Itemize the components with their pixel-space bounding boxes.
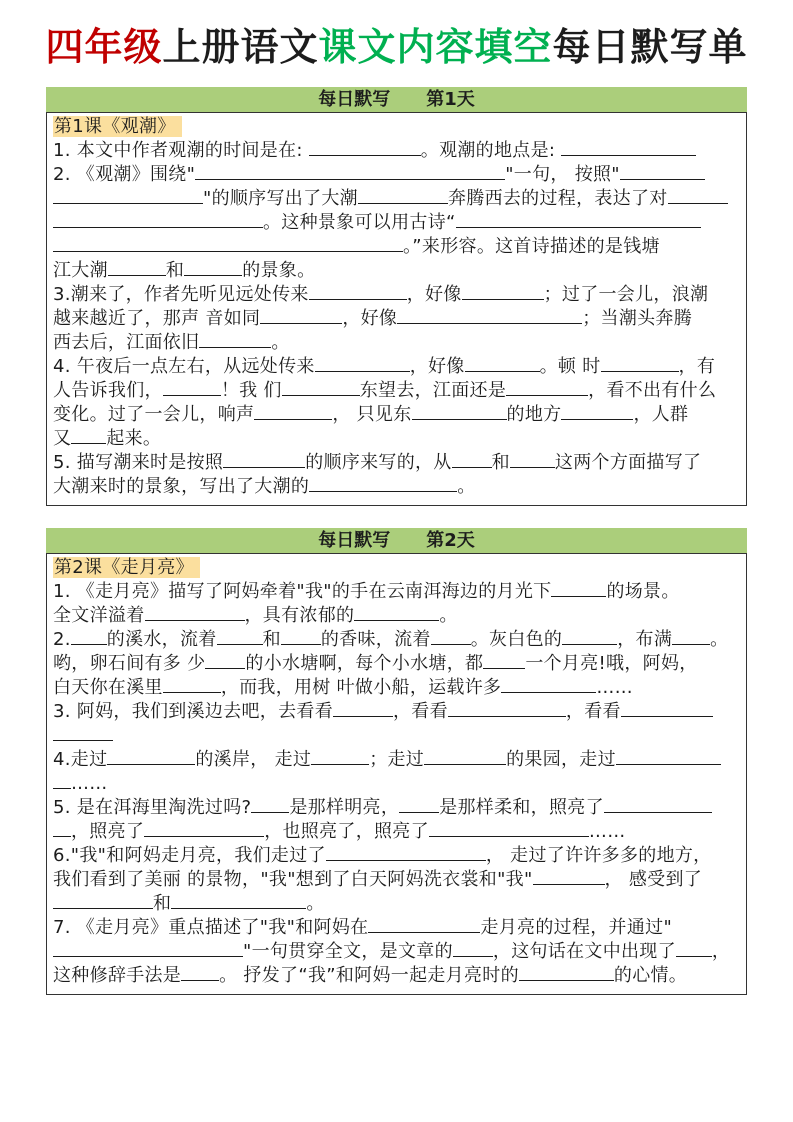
- question-text: 。顿 时: [539, 355, 601, 377]
- question-text: 西去后，江面依旧: [53, 331, 200, 353]
- question-text: 又: [53, 427, 72, 449]
- blank-field: [452, 451, 492, 468]
- blank-field: [53, 187, 203, 204]
- question-text: 的香味，流着: [320, 628, 431, 650]
- page-title-segment: 每日默写单: [552, 25, 748, 69]
- question-text: 是那样明亮，: [289, 796, 400, 818]
- blank-field: [163, 379, 221, 396]
- blank-field: [171, 892, 306, 909]
- question-text: 的地方: [506, 403, 562, 425]
- question-text: 是那样柔和，照亮了: [439, 796, 604, 818]
- blank-field: [676, 940, 712, 957]
- question-text: 的景象。: [242, 259, 316, 281]
- blank-field: [281, 628, 321, 645]
- blank-field: [448, 700, 566, 717]
- blank-field: [601, 355, 679, 372]
- question-text: 2.: [53, 628, 71, 650]
- question-text: 和: [153, 892, 172, 914]
- blank-field: [456, 211, 701, 228]
- blank-field: [184, 259, 242, 276]
- blank-field: [429, 820, 589, 837]
- blank-field: [397, 307, 582, 324]
- blank-field: [53, 892, 153, 909]
- question-text: ，好像: [342, 307, 398, 329]
- blank-field: [71, 628, 107, 645]
- question-text: 5. 是在洱海里淘洗过吗?: [53, 796, 252, 818]
- question-text: 越来越近了，那声 音如同: [53, 307, 261, 329]
- question-text: 哟，卵石间有多 少: [53, 652, 206, 674]
- question-line: [53, 844, 740, 868]
- question-text: 我们看到了美丽 的景物，"我"想到了白天阿妈洗衣裳和"我": [53, 868, 533, 890]
- blank-field: [672, 628, 710, 645]
- question-text: 。: [439, 604, 458, 626]
- question-line: [53, 700, 740, 724]
- page-title-segment: 上册语文: [162, 25, 319, 69]
- question-line: [53, 868, 740, 892]
- question-text: 江大潮: [53, 259, 108, 281]
- question-line: [53, 307, 740, 331]
- page-title-segment: 四年级: [45, 25, 163, 69]
- question-line: [53, 748, 740, 772]
- question-text: 和: [165, 259, 185, 281]
- blank-field: [431, 628, 471, 645]
- blank-field: [462, 283, 544, 300]
- question-line: [53, 211, 740, 235]
- question-text: 一个月亮!哦，阿妈，: [525, 652, 698, 674]
- question-text: 4. 午夜后一点左右，从远处传来: [53, 355, 315, 377]
- blank-field: [562, 628, 617, 645]
- worksheet-sections: [46, 87, 747, 995]
- question-line: [53, 355, 740, 379]
- blank-field: [53, 724, 113, 741]
- blank-field: [519, 964, 614, 981]
- question-text: ，: [711, 940, 731, 962]
- question-text: 东望去，江面还是: [359, 379, 507, 401]
- blank-field: [368, 916, 480, 933]
- question-text: "一句， 按照": [505, 163, 620, 185]
- question-line: [53, 403, 740, 427]
- question-text: ， 只见东: [332, 403, 412, 425]
- question-text: ……: [596, 676, 633, 698]
- question-text: ；过了一会儿，浪潮: [543, 283, 709, 305]
- blank-field: [311, 748, 369, 765]
- blank-field: [333, 700, 393, 717]
- blank-field: [217, 628, 263, 645]
- question-line: [53, 331, 740, 355]
- blank-field: [604, 796, 712, 813]
- question-line: [53, 916, 740, 940]
- question-text: ，具有浓郁的: [244, 604, 355, 626]
- question-text: ；当潮头奔腾: [582, 307, 693, 329]
- blank-field: [315, 355, 410, 372]
- lesson-title: 第1课《观潮》: [53, 116, 182, 137]
- question-text: ， 感受到了: [604, 868, 703, 890]
- question-text: 的顺序来写的，从: [305, 451, 452, 473]
- blank-field: [620, 163, 705, 180]
- question-line: [53, 475, 740, 499]
- day-header-bar: [46, 87, 747, 112]
- blank-field: [254, 403, 332, 420]
- question-text: ，人群: [633, 403, 689, 425]
- question-text: 走月亮的过程，并通过": [480, 916, 673, 938]
- question-text: 。观潮的地点是:: [420, 139, 562, 161]
- day-section: [46, 87, 747, 506]
- blank-field: [309, 475, 457, 492]
- question-text: ，有: [678, 355, 716, 377]
- blank-field: [533, 868, 605, 885]
- question-text: 和: [491, 451, 510, 473]
- question-box: [46, 112, 747, 506]
- question-text: "的顺序写出了大潮: [203, 187, 358, 209]
- question-text: 的心情。: [613, 964, 688, 986]
- blank-field: [501, 676, 596, 693]
- blank-field: [551, 580, 606, 597]
- question-text: 的场景。: [606, 580, 680, 602]
- question-line: [53, 604, 740, 628]
- question-line: [53, 187, 740, 211]
- page-title-segment: 课文内容填空: [318, 25, 553, 69]
- blank-field: [483, 652, 525, 669]
- question-line: [53, 724, 740, 748]
- blank-field: [108, 259, 166, 276]
- question-line: [53, 628, 740, 652]
- question-text: ，看看: [565, 700, 621, 722]
- blank-field: [561, 139, 696, 156]
- question-text: ，看不出有什么: [588, 379, 717, 401]
- question-text: 。: [271, 331, 290, 353]
- question-text: ！我 们: [220, 379, 282, 401]
- question-text: ，也照亮了，照亮了: [264, 820, 429, 842]
- question-text: 这两个方面描写了: [554, 451, 702, 473]
- blank-field: [668, 187, 728, 204]
- question-text: 。这种景象可以用古诗“: [263, 211, 456, 233]
- question-text: "一句贯穿全文，是文章的: [243, 940, 453, 962]
- blank-field: [251, 796, 289, 813]
- question-text: 。”来形容。这首诗描述的是钱塘: [403, 235, 660, 257]
- question-text: ，好像: [406, 283, 462, 305]
- blank-field: [53, 211, 263, 228]
- blank-field: [358, 187, 448, 204]
- question-text: 5. 描写潮来时是按照: [53, 451, 224, 473]
- question-text: 白天你在溪里: [53, 676, 163, 698]
- blank-field: [424, 748, 506, 765]
- question-text: 4.走过: [53, 748, 108, 770]
- question-text: ……: [71, 772, 108, 794]
- question-text: ，看看: [393, 700, 448, 722]
- question-text: ，这句话在文中出现了: [492, 940, 676, 962]
- question-text: 1. 《走月亮》描写了阿妈牵着"我"的手在云南洱海边的月光下: [53, 580, 552, 602]
- question-text: 2. 《观潮》围绕": [53, 163, 196, 185]
- question-text: ， 走过了许许多多的地方，: [485, 844, 712, 866]
- question-text: 的小水塘啊，每个小水塘，都: [245, 652, 484, 674]
- day-header-label: 每日默写 第1天: [318, 88, 475, 110]
- blank-field: [561, 403, 633, 420]
- blank-field: [621, 700, 713, 717]
- question-line: [53, 451, 740, 475]
- question-text: 1. 本文中作者观潮的时间是在:: [53, 139, 309, 161]
- question-text: ，而我，用树 叶做小船，运载许多: [220, 676, 502, 698]
- blank-field: [453, 940, 493, 957]
- lesson-title: 第2课《走月亮》: [53, 557, 200, 578]
- question-line: [53, 235, 740, 259]
- blank-field: [145, 604, 245, 621]
- question-text: 全文洋溢着: [53, 604, 145, 626]
- question-text: 大潮来时的景象，写出了大潮的: [53, 475, 310, 497]
- blank-field: [53, 940, 243, 957]
- question-text: 3. 阿妈，我们到溪边去吧，去看看: [53, 700, 333, 722]
- question-text: 。: [710, 628, 729, 650]
- question-line: [53, 379, 740, 403]
- question-text: ……: [588, 820, 626, 842]
- blank-field: [282, 379, 360, 396]
- blank-field: [326, 844, 486, 861]
- blank-field: [616, 748, 721, 765]
- question-text: 的溪岸， 走过: [195, 748, 312, 770]
- blank-field: [510, 451, 555, 468]
- question-text: 和: [262, 628, 281, 650]
- question-line: [53, 940, 740, 964]
- question-text: 。 抒发了“我”和阿妈一起走月亮时的: [219, 964, 519, 986]
- day-section: [46, 528, 747, 995]
- blank-field: [53, 820, 71, 837]
- blank-field: [53, 235, 403, 252]
- blank-field: [144, 820, 264, 837]
- question-text: 的果园，走过: [506, 748, 616, 770]
- blank-field: [465, 355, 540, 372]
- blank-field: [53, 772, 71, 789]
- question-text: 人告诉我们，: [53, 379, 163, 401]
- blank-field: [199, 331, 271, 348]
- question-text: ，照亮了: [71, 820, 145, 842]
- day-header-label: 每日默写 第2天: [318, 529, 475, 551]
- question-text: 3.潮来了，作者先听见远处传来: [53, 283, 309, 305]
- blank-field: [309, 283, 407, 300]
- blank-field: [181, 964, 219, 981]
- blank-field: [506, 379, 588, 396]
- question-text: 。灰白色的: [470, 628, 563, 650]
- blank-field: [195, 163, 505, 180]
- question-text: 这种修辞手法是: [53, 964, 182, 986]
- question-line: [53, 820, 740, 844]
- blank-field: [223, 451, 305, 468]
- question-line: [53, 964, 740, 988]
- blank-field: [107, 748, 195, 765]
- question-line: [53, 139, 740, 163]
- blank-field: [71, 427, 106, 444]
- question-text: 。: [457, 475, 476, 497]
- blank-field: [260, 307, 342, 324]
- question-text: 起来。: [106, 427, 162, 449]
- question-line: [53, 580, 740, 604]
- question-line: [53, 796, 740, 820]
- blank-field: [163, 676, 221, 693]
- question-line: [53, 652, 740, 676]
- question-text: 。: [306, 892, 325, 914]
- question-text: ；走过: [369, 748, 425, 770]
- question-line: [53, 427, 740, 451]
- question-line: [53, 892, 740, 916]
- question-text: 6."我"和阿妈走月亮，我们走过了: [53, 844, 326, 866]
- question-line: [53, 259, 740, 283]
- question-text: 的溪水，流着: [106, 628, 217, 650]
- blank-field: [309, 139, 421, 156]
- question-line: [53, 283, 740, 307]
- question-text: 奔腾西去的过程，表达了对: [447, 187, 668, 209]
- question-text: ，好像: [409, 355, 465, 377]
- blank-field: [354, 604, 439, 621]
- day-header-bar: [46, 528, 747, 553]
- question-box: [46, 553, 747, 995]
- question-text: 7. 《走月亮》重点描述了"我"和阿妈在: [53, 916, 369, 938]
- question-line: [53, 676, 740, 700]
- page-title: [0, 0, 793, 72]
- blank-field: [205, 652, 245, 669]
- question-text: 变化。过了一会儿，响声: [53, 403, 255, 425]
- question-line: [53, 772, 740, 796]
- blank-field: [399, 796, 439, 813]
- question-text: ，布满: [617, 628, 673, 650]
- blank-field: [412, 403, 507, 420]
- question-line: [53, 163, 740, 187]
